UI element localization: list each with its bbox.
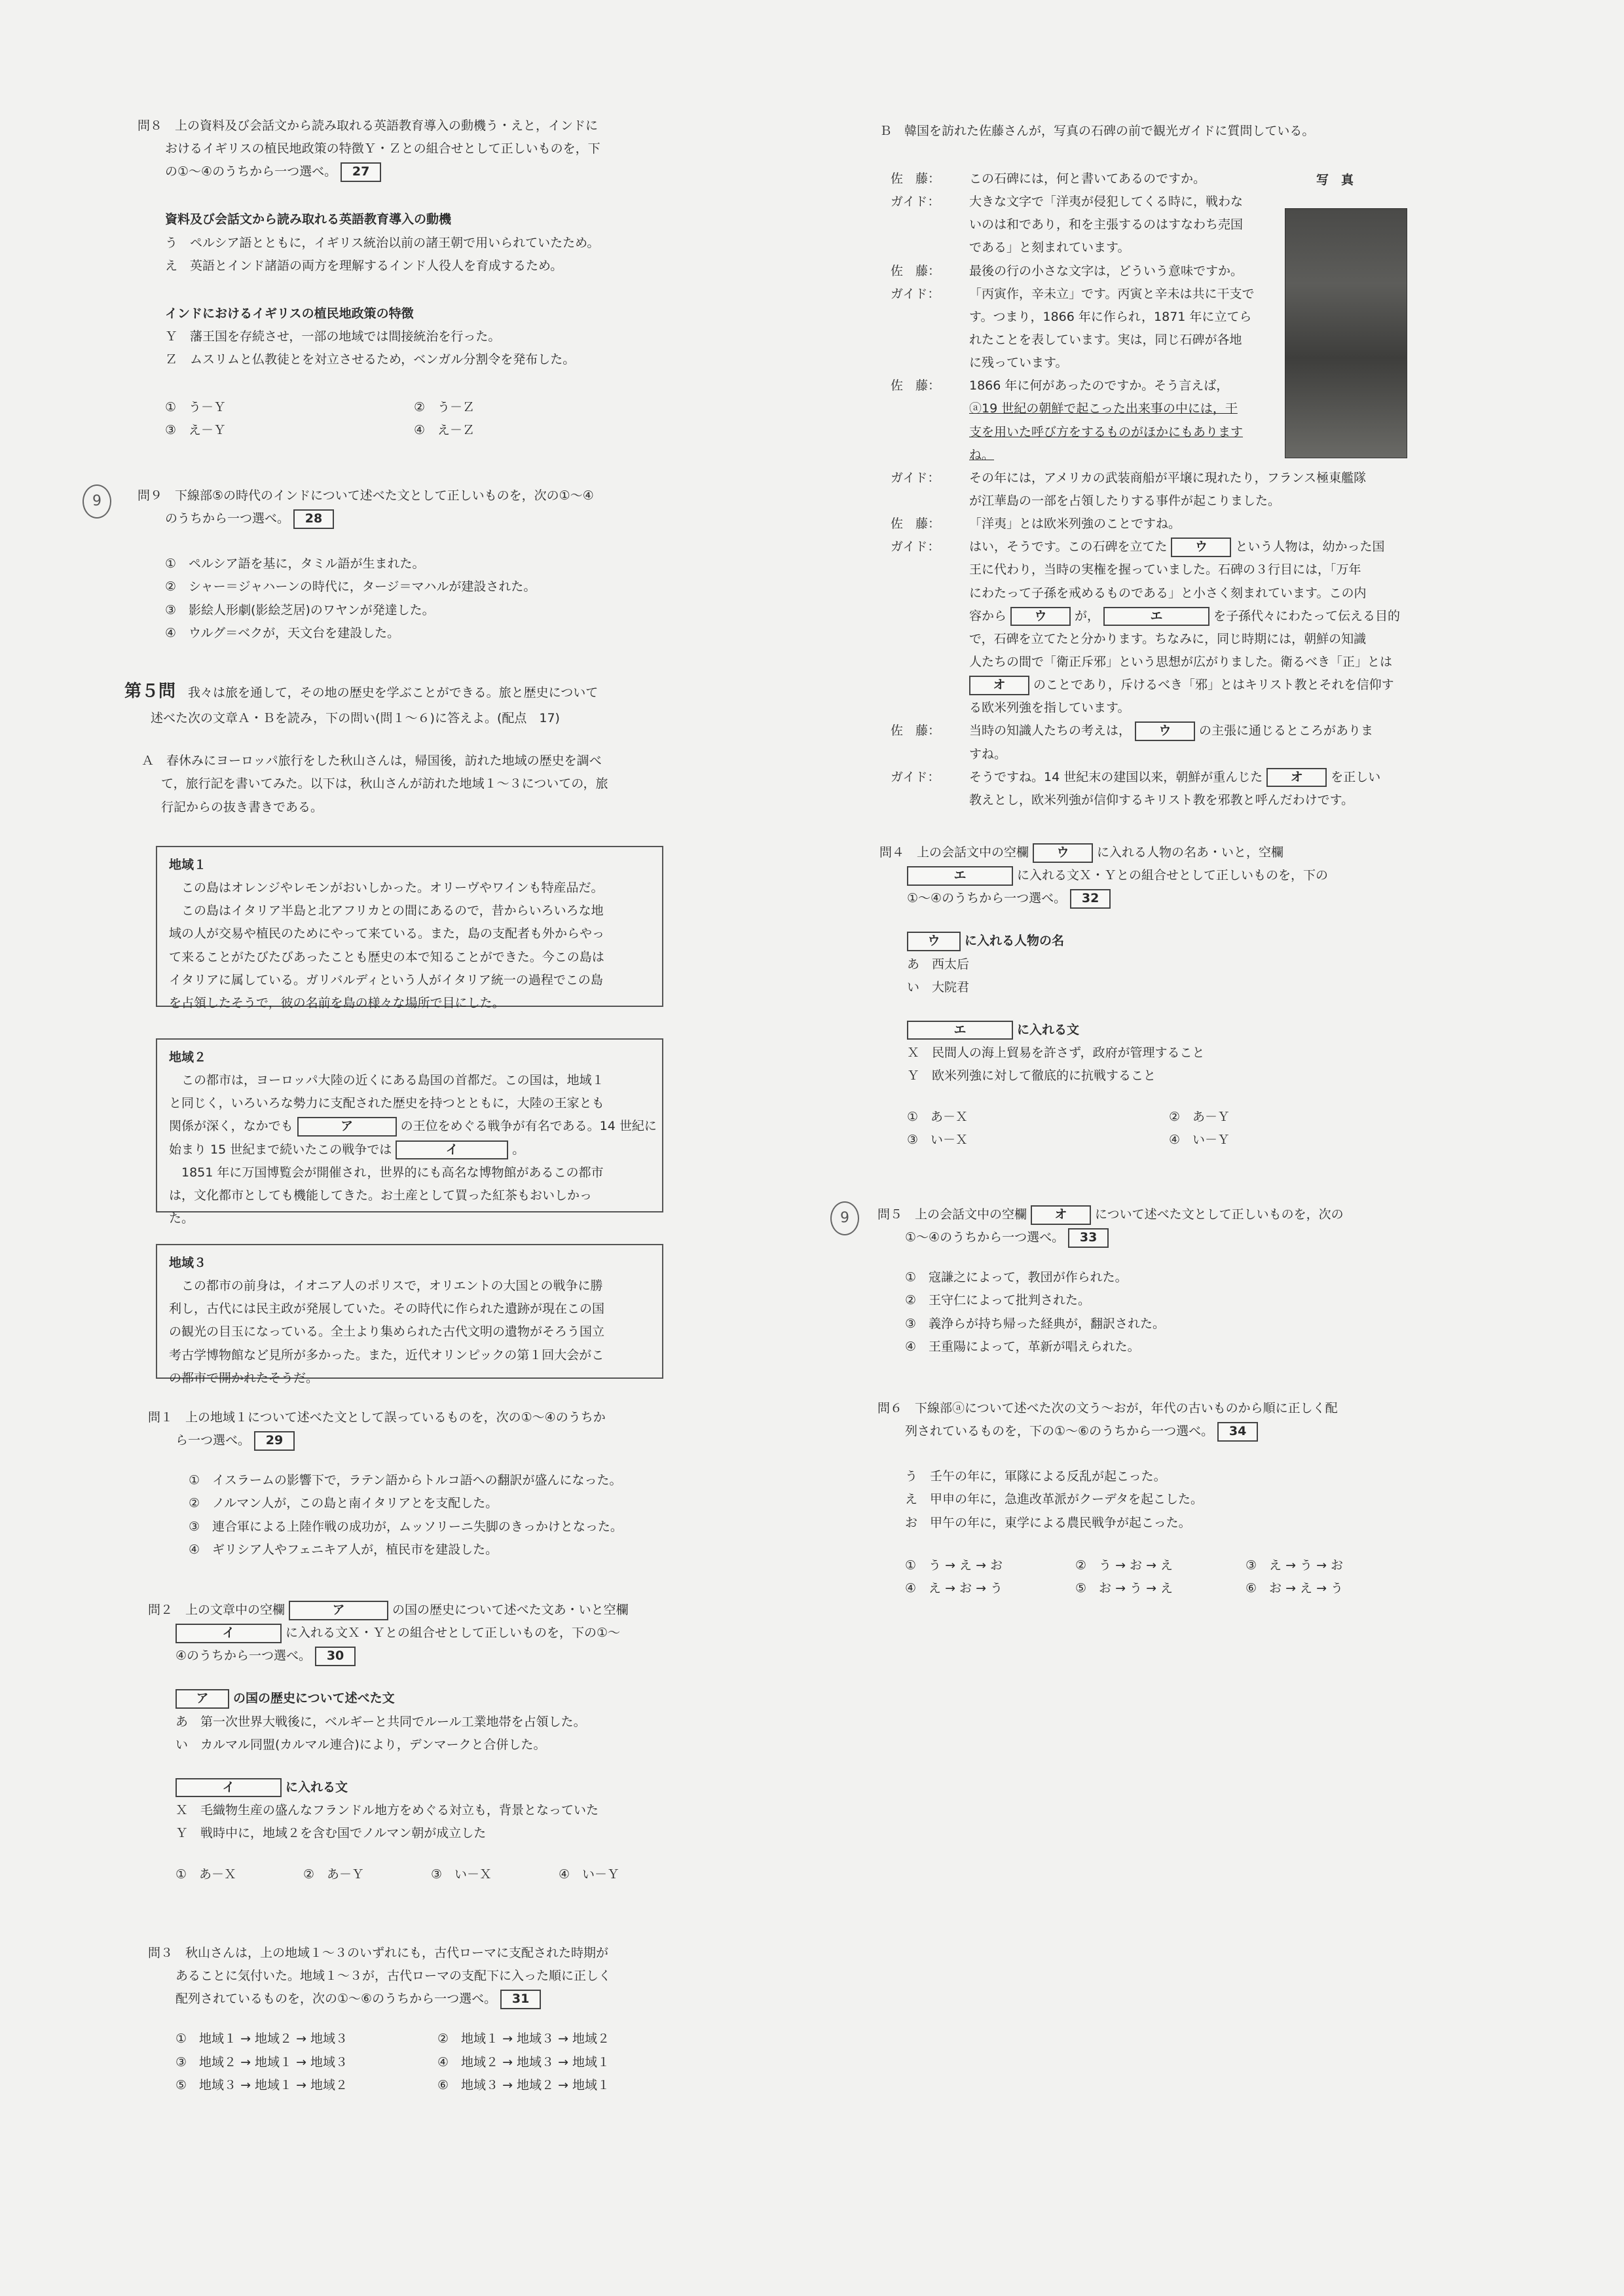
- dialogue-text: 人たちの間で「衛正斥邪」という思想が広がりました。衛るべき「正」とは: [969, 654, 1393, 669]
- region-2-box: [156, 1038, 663, 1226]
- handwritten-mark: 9: [83, 484, 111, 519]
- passage-a-intro: て，旅行記を書いてみた。以下は，秋山さんが訪れた地域１～３についての，旅: [161, 776, 608, 792]
- region-2-title: 地域２: [169, 1050, 207, 1065]
- q4-options: [879, 1106, 1469, 1152]
- q8-line: [138, 160, 714, 183]
- option-5[interactable]: ⑤ 地域３ → 地域１ → 地域２: [175, 2077, 348, 2092]
- answer-box-28: 28: [293, 509, 334, 529]
- dialogue-text: す。つまり，1866 年に作られ，1871 年に立てら: [969, 309, 1252, 324]
- region-2-line: この都市は，ヨーロッパ大陸の近くにある島国の首都だ。この国は，地域１: [169, 1073, 604, 1088]
- q4-line: 問４ 上の会話文中の空欄 ウ に入れる人物の名あ・いと，空欄: [879, 841, 1469, 864]
- q6-statement-e: え 甲申の年に，急進改革派がクーデタを起こした。: [905, 1492, 1204, 1507]
- dialogue-text: る欧米列強を指しています。: [969, 701, 1130, 716]
- answer-box-34: 34: [1217, 1422, 1258, 1442]
- option-4[interactable]: ④ い－Ｙ: [1169, 1133, 1230, 1148]
- q8-line: 問８ 上の資料及び会話文から読み取れる英語教育導入の動機う・えと，インドに: [138, 118, 599, 133]
- region-3-line: 考古学博物館など見所が多かった。また，近代オリンピックの第１回大会がこ: [169, 1347, 604, 1362]
- q4-statement-x: Ｘ 民間人の海上貿易を許さず，政府が管理すること: [907, 1045, 1205, 1060]
- dialogue-text: 「洋夷」とは欧米列強のことですね。: [969, 517, 1181, 532]
- q9-options: [138, 553, 714, 645]
- q4-person-i: い 大院君: [907, 979, 970, 994]
- option-5[interactable]: ⑤ お → う → え: [1075, 1580, 1173, 1595]
- blank-e: エ: [907, 1021, 1013, 1040]
- blank-a: ア: [297, 1117, 397, 1137]
- q2-statement-y: Ｙ 戦時中に，地域２を含む国でノルマン朝が成立した: [175, 1826, 487, 1841]
- dialogue-line: [891, 720, 1414, 765]
- q8-statement-z: Ｚ ムスリムと仏教徒とを対立させるため，ベンガル分割令を発布した。: [165, 352, 576, 367]
- q5-options: [877, 1266, 1467, 1358]
- region-1-line: この島はイタリア半島と北アフリカとの間にあるので，昔からいろいろな地: [169, 903, 604, 919]
- option-1[interactable]: ① 地域１ → 地域２ → 地域３: [175, 2032, 348, 2047]
- underlined-text-a: 支を用いた呼び方をするものがほかにもあります: [969, 424, 1244, 439]
- blank-u: ウ: [1171, 538, 1231, 557]
- q6-line: 列されているものを，下の①～⑥のうちから一つ選べ。 34: [877, 1420, 1467, 1443]
- q8-heading-policy: インドにおけるイギリスの植民地政策の特徴: [165, 306, 414, 321]
- option-3[interactable]: ③ い－Ｘ: [431, 1867, 492, 1882]
- region-2-line: 関係が深く，なかでも ア の王位をめぐる戦争が有名である。14 世紀に: [169, 1115, 650, 1138]
- q9-line: 問９ 下線部⑤の時代のインドについて述べた文として正しいものを，次の①～④: [138, 488, 594, 503]
- speaker-guide: ガイド：: [891, 769, 940, 784]
- q3-line: あることに気付いた。地域１～３が，古代ローマの支配下に入った順に正しく: [175, 1969, 612, 1984]
- q3-options: [148, 2028, 724, 2096]
- dialogue-text: 王に代わり，当時の実権を握っていました。石碑の３行目には，「万年: [969, 562, 1361, 577]
- blank-u: ウ: [907, 932, 961, 951]
- question-3: [148, 1942, 724, 2097]
- q8-options: [138, 396, 714, 442]
- option-4[interactable]: ④ え－Ｚ: [414, 423, 475, 438]
- option-4[interactable]: ④ え → お → う: [905, 1580, 1003, 1595]
- dialogue-text: いのは和であり，和を主張するのはすなわち売国: [969, 217, 1244, 232]
- q1-line: 問１ 上の地域１について述べた文として誤っているものを，次の①～④のうちか: [148, 1410, 606, 1425]
- section-title: 第５問: [124, 682, 176, 701]
- answer-box-33: 33: [1068, 1228, 1109, 1248]
- option-1[interactable]: ① あ－Ｘ: [907, 1110, 969, 1125]
- q4-line: エ に入れる文Ｘ・Ｙとの組合せとして正しいものを，下の: [879, 864, 1469, 887]
- q8-statement-u: う ペルシア語とともに，イギリス統治以前の諸王朝で用いられていたため。: [165, 235, 600, 250]
- option-4[interactable]: ④ 王重陽によって，革新が唱えられた。: [905, 1339, 1140, 1354]
- option-3[interactable]: ③ え－Ｙ: [165, 423, 227, 438]
- q2-heading-i: イ に入れる文: [148, 1776, 724, 1799]
- blank-e: エ: [1103, 607, 1209, 627]
- q8-heading-motive: 資料及び会話文から読み取れる英語教育導入の動機: [165, 212, 452, 227]
- option-2[interactable]: ② ノルマン人が，この島と南イタリアとを支配した。: [189, 1496, 498, 1511]
- photo-label: 写 真: [1316, 173, 1354, 187]
- option-3[interactable]: ③ 連合軍による上陸作戦の成功が，ムッソリーニ失脚のきっかけとなった。: [189, 1519, 623, 1534]
- blank-o: オ: [1031, 1205, 1091, 1225]
- dialogue-line: [891, 168, 1414, 191]
- option-1[interactable]: ① う → え → お: [905, 1558, 1003, 1573]
- region-3-line: この都市の前身は，イオニア人のポリスで，オリエントの大国との戦争に勝: [169, 1279, 603, 1294]
- question-8: [138, 115, 714, 443]
- dialogue-line: [891, 260, 1414, 283]
- region-2-line: 1851 年に万国博覧会が開催され，世界的にも高名な博物館があるこの都市: [169, 1165, 604, 1180]
- option-2[interactable]: ② 王守仁によって批判された。: [905, 1293, 1091, 1308]
- region-1-line: を占領したそうで，彼の名前を島の様々な場所で目にした。: [169, 995, 505, 1010]
- dialogue-text: が江華島の一部を占領したりする事件が起こりました。: [969, 493, 1281, 508]
- q4-statement-y: Ｙ 欧米列強に対して徹底的に抗戦すること: [907, 1068, 1156, 1084]
- option-4[interactable]: ④ ウルグ＝ベクが，天文台を建設した。: [165, 625, 400, 640]
- option-4[interactable]: ④ ギリシア人やフェニキア人が，植民市を建設した。: [189, 1542, 498, 1557]
- answer-box-31: 31: [500, 1990, 541, 2009]
- dialogue-line: [891, 536, 1414, 720]
- dialogue-text: 当時の知識人たちの考えは， ウ の主張に通じるところがありま: [969, 720, 1414, 742]
- blank-u: ウ: [1010, 607, 1071, 627]
- speaker-guide: ガイド：: [891, 470, 940, 485]
- blank-o: オ: [969, 676, 1029, 695]
- region-2-line: と同じく，いろいろな勢力に支配された歴史を持つとともに，大陸の王家とも: [169, 1096, 604, 1111]
- dialogue-line: [891, 467, 1414, 513]
- dialogue-text: そうですね。14 世紀末の建国以来，朝鮮が重んじた オ を正しい: [969, 766, 1414, 789]
- passage-b-intro-text: Ｂ 韓国を訪れた佐藤さんが，写真の石碑の前で観光ガイドに質問している。: [879, 124, 1315, 138]
- region-3-line: 利し，古代には民主政が発展していた。その時代に作られた遺跡が現在この国: [169, 1302, 605, 1317]
- q6-statement-u: う 壬午の年に，軍隊による反乱が起こった。: [905, 1469, 1166, 1484]
- region-1-title: 地域１: [169, 858, 207, 872]
- dialogue-line: [891, 766, 1414, 812]
- q8-statement-e: え 英語とインド諸語の両方を理解するインド人役人を育成するため。: [165, 258, 563, 273]
- option-2[interactable]: ② あ－Ｙ: [303, 1867, 365, 1882]
- q6-statement-o: お 甲午の年に，東学による農民戦争が起こった。: [905, 1515, 1191, 1530]
- region-1-line: て来ることがたびたびあったことも歴史の本で知ることができた。今この島は: [169, 949, 604, 964]
- region-2-line: 始まり 15 世紀まで続いたこの戦争では イ 。: [169, 1139, 650, 1161]
- option-1[interactable]: ① う－Ｙ: [165, 400, 227, 415]
- q2-line: イ に入れる文Ｘ・Ｙとの組合せとして正しいものを，下の①～: [148, 1622, 724, 1645]
- dialogue-text: その年には，アメリカの武装商船が平壌に現れたり，フランス極東艦隊: [969, 470, 1367, 485]
- blank-i: イ: [175, 1624, 282, 1643]
- answer-box-32: 32: [1070, 889, 1111, 909]
- dialogue-text: にわたって子孫を戒めるものである」と小さく刻まれています。この内: [969, 585, 1367, 600]
- dialogue-line: [891, 374, 1414, 467]
- q4-person-a: あ 西太后: [907, 957, 970, 972]
- q8-statement-y: Ｙ 藩王国を存続させ，一部の地域では間接統治を行った。: [165, 329, 501, 344]
- blank-i: イ: [175, 1778, 282, 1798]
- q4-heading-e: エ に入れる文: [879, 1019, 1469, 1042]
- option-3[interactable]: ③ え → う → お: [1246, 1558, 1344, 1573]
- region-2-line: た。: [169, 1211, 194, 1226]
- section-intro: 述べた次の文章Ａ・Ｂを読み，下の問い(問１～６)に答えよ。(配点 17): [151, 711, 560, 726]
- section-5-intro: [124, 676, 714, 819]
- speaker-sato: 佐 藤：: [891, 172, 941, 186]
- q9-line: [138, 507, 714, 530]
- option-1[interactable]: ① 寇謙之によって，教団が作られた。: [905, 1270, 1128, 1285]
- blank-a: ア: [289, 1601, 388, 1620]
- dialogue-line: [891, 513, 1414, 536]
- dialogue-text: この石碑には，何と書いてあるのですか。: [969, 172, 1206, 186]
- q2-statement-x: Ｘ 毛織物生産の盛んなフランドル地方をめぐる対立も，背景となっていた: [175, 1802, 599, 1817]
- q6-line: 問６ 下線部ⓐについて述べた次の文う～おが，年代の古いものから順に正しく配: [877, 1401, 1338, 1415]
- option-3[interactable]: ③ い－Ｘ: [907, 1133, 969, 1148]
- q1-line: ら一つ選べ。 29: [148, 1429, 724, 1452]
- region-1-line: 域の人が交易や植民のためにやって来ている。また，島の支配者も外からやっ: [169, 926, 605, 941]
- region-3-line: の観光の目玉になっている。全土より集められた古代文明の遺物がそろう国立: [169, 1324, 605, 1339]
- dialogue-text: 教えとし，欧米列強が信仰するキリスト教を邪教と呼んだわけです。: [969, 792, 1354, 807]
- q1-options: [148, 1469, 724, 1561]
- passage-a-intro: 行記からの抜き書きである。: [161, 799, 323, 814]
- dialogue-text: 1866 年に何があったのですか。そう言えば，: [969, 378, 1229, 393]
- option-2[interactable]: ② う → お → え: [1075, 1558, 1173, 1573]
- q9-line-text: のうちから一つ選べ。: [165, 511, 290, 526]
- dialogue-text: に残っています。: [969, 355, 1068, 371]
- question-6: [877, 1397, 1467, 1600]
- option-4[interactable]: ④ い－Ｙ: [559, 1867, 620, 1882]
- option-2[interactable]: ② 地域１ → 地域３ → 地域２: [437, 2032, 610, 2047]
- q2-heading-a: ア の国の歴史について述べた文: [148, 1687, 724, 1710]
- option-3[interactable]: ③ 地域２ → 地域１ → 地域３: [175, 2054, 348, 2069]
- q2-line: ④のうちから一つ選べ。 30: [148, 1645, 724, 1667]
- underlined-text-a: ⓐ19 世紀の朝鮮で起こった出来事の中には，干: [969, 401, 1238, 416]
- speaker-sato: 佐 藤：: [891, 517, 941, 532]
- dialogue-text: で，石碑を立てたと分かります。ちなみに，同じ時期には，朝鮮の知識: [969, 631, 1367, 646]
- option-2[interactable]: ② う－Ｚ: [414, 400, 475, 415]
- region-3-line: の都市で開かれたそうだ。: [169, 1370, 319, 1385]
- region-1-line: イタリアに属している。ガリバルディという人がイタリア統一の過程でこの島: [169, 972, 603, 987]
- question-2: [148, 1599, 724, 1886]
- q2-statement-a: あ 第一次世界大戦後に，ベルギーと共同でルール工業地帯を占領した。: [175, 1714, 586, 1729]
- option-1[interactable]: ① あ－Ｘ: [175, 1867, 237, 1882]
- question-4: [879, 841, 1469, 1152]
- blank-a: ア: [175, 1689, 229, 1709]
- question-1: [148, 1406, 724, 1561]
- dialogue-text: 容から ウ が， エ を子孫代々にわたって伝える目的: [969, 605, 1414, 628]
- speaker-guide: ガイド：: [891, 286, 940, 301]
- section-intro: 我々は旅を通して，その地の歴史を学ぶことができる。旅と歴史について: [188, 685, 599, 700]
- dialogue: [891, 168, 1414, 812]
- region-1-line: この島はオレンジやレモンがおいしかった。オリーヴやワインも特産品だ。: [169, 881, 604, 896]
- answer-box-27: 27: [341, 162, 381, 182]
- dialogue-text: である」と刻まれています。: [969, 240, 1130, 255]
- q2-line: 問２ 上の文章中の空欄 ア の国の歴史について述べた文あ・いと空欄: [148, 1599, 724, 1622]
- q5-line: 問５ 上の会話文中の空欄 オ について述べた文として正しいものを，次の: [877, 1203, 1467, 1226]
- q8-line: おけるイギリスの植民地政策の特徴Ｙ・Ｚとの組合せとして正しいものを，下: [165, 141, 600, 156]
- option-2[interactable]: ② あ－Ｙ: [1169, 1110, 1230, 1125]
- region-2-line: は，文化都市としても機能してきた。お土産として買った紅茶もおいしかっ: [169, 1188, 593, 1203]
- speaker-guide: ガイド：: [891, 194, 940, 210]
- blank-u: ウ: [1135, 721, 1195, 741]
- region-1-box: [156, 846, 663, 1010]
- option-1[interactable]: ① イスラームの影響下で，ラテン語からトルコ語への翻訳が盛んになった。: [189, 1473, 622, 1488]
- option-4[interactable]: ④ 地域２ → 地域３ → 地域１: [437, 2054, 610, 2069]
- dialogue-text: オ のことであり，斥けるべき「邪」とはキリスト教とそれを信仰す: [969, 674, 1414, 697]
- speaker-sato: 佐 藤：: [891, 263, 941, 278]
- q4-heading-u: ウ に入れる人物の名: [879, 930, 1469, 953]
- dialogue-text: 大きな文字で「洋夷が侵犯してくる時に，戦わな: [969, 194, 1244, 210]
- q5-line: ①～④のうちから一つ選べ。 33: [877, 1226, 1467, 1249]
- q3-line: 問３ 秋山さんは，上の地域１～３のいずれにも，古代ローマに支配された時期が: [148, 1946, 609, 1960]
- underlined-text-a: ね。: [969, 447, 995, 462]
- blank-o: オ: [1266, 768, 1327, 788]
- passage-a-intro: Ａ 春休みにヨーロッパ旅行をした秋山さんは，帰国後，訪れた地域の歴史を調べ: [141, 754, 602, 769]
- speaker-sato: 佐 藤：: [891, 723, 941, 738]
- option-3[interactable]: ③ 影絵人形劇(影絵芝居)のワヤンが発達した。: [165, 602, 435, 617]
- dialogue-text: はい，そうです。この石碑を立てた ウ という人物は，幼かった国: [969, 536, 1414, 558]
- question-9: [138, 484, 714, 645]
- question-5: [877, 1203, 1467, 1358]
- dialogue-text: れたことを表しています。実は，同じ石碑が各地: [969, 332, 1242, 347]
- option-1[interactable]: ① ペルシア語を基に，タミル語が生まれた。: [165, 556, 425, 572]
- dialogue-text: 「丙寅作，辛未立」です。丙寅と辛未は共に干支で: [969, 286, 1255, 301]
- dialogue-line: [891, 191, 1414, 259]
- answer-box-30: 30: [315, 1647, 356, 1666]
- dialogue-text: すね。: [969, 746, 1007, 761]
- dialogue-text: 最後の行の小さな文字は，どういう意味ですか。: [969, 263, 1244, 278]
- option-6[interactable]: ⑥ 地域３ → 地域２ → 地域１: [437, 2077, 610, 2092]
- q6-options: [877, 1554, 1467, 1600]
- blank-i: イ: [396, 1140, 508, 1160]
- q3-line: 配列されているものを，次の①～⑥のうちから一つ選べ。 31: [148, 1988, 724, 2011]
- region-3-title: 地域３: [169, 1256, 207, 1270]
- region-3-box: [156, 1244, 663, 1385]
- option-2[interactable]: ② シャー＝ジャハーンの時代に，タージ＝マハルが建設された。: [165, 579, 536, 594]
- handwritten-mark: 9: [830, 1201, 859, 1235]
- answer-box-29: 29: [254, 1431, 295, 1451]
- q2-statement-i: い カルマル同盟(カルマル連合)により，デンマークと合併した。: [175, 1737, 546, 1752]
- passage-b-intro: [879, 120, 1469, 143]
- q4-line: ①～④のうちから一つ選べ。 32: [879, 887, 1469, 910]
- option-3[interactable]: ③ 義浄らが持ち帰った経典が，翻訳された。: [905, 1316, 1166, 1331]
- blank-e: エ: [907, 866, 1013, 886]
- speaker-sato: 佐 藤：: [891, 378, 941, 393]
- blank-u: ウ: [1033, 843, 1093, 863]
- speaker-guide: ガイド：: [891, 539, 940, 555]
- dialogue-line: [891, 283, 1414, 375]
- q2-options: [148, 1863, 724, 1886]
- q8-line-text: の①～④のうちから一つ選べ。: [165, 164, 337, 179]
- option-6[interactable]: ⑥ お → え → う: [1246, 1580, 1344, 1595]
